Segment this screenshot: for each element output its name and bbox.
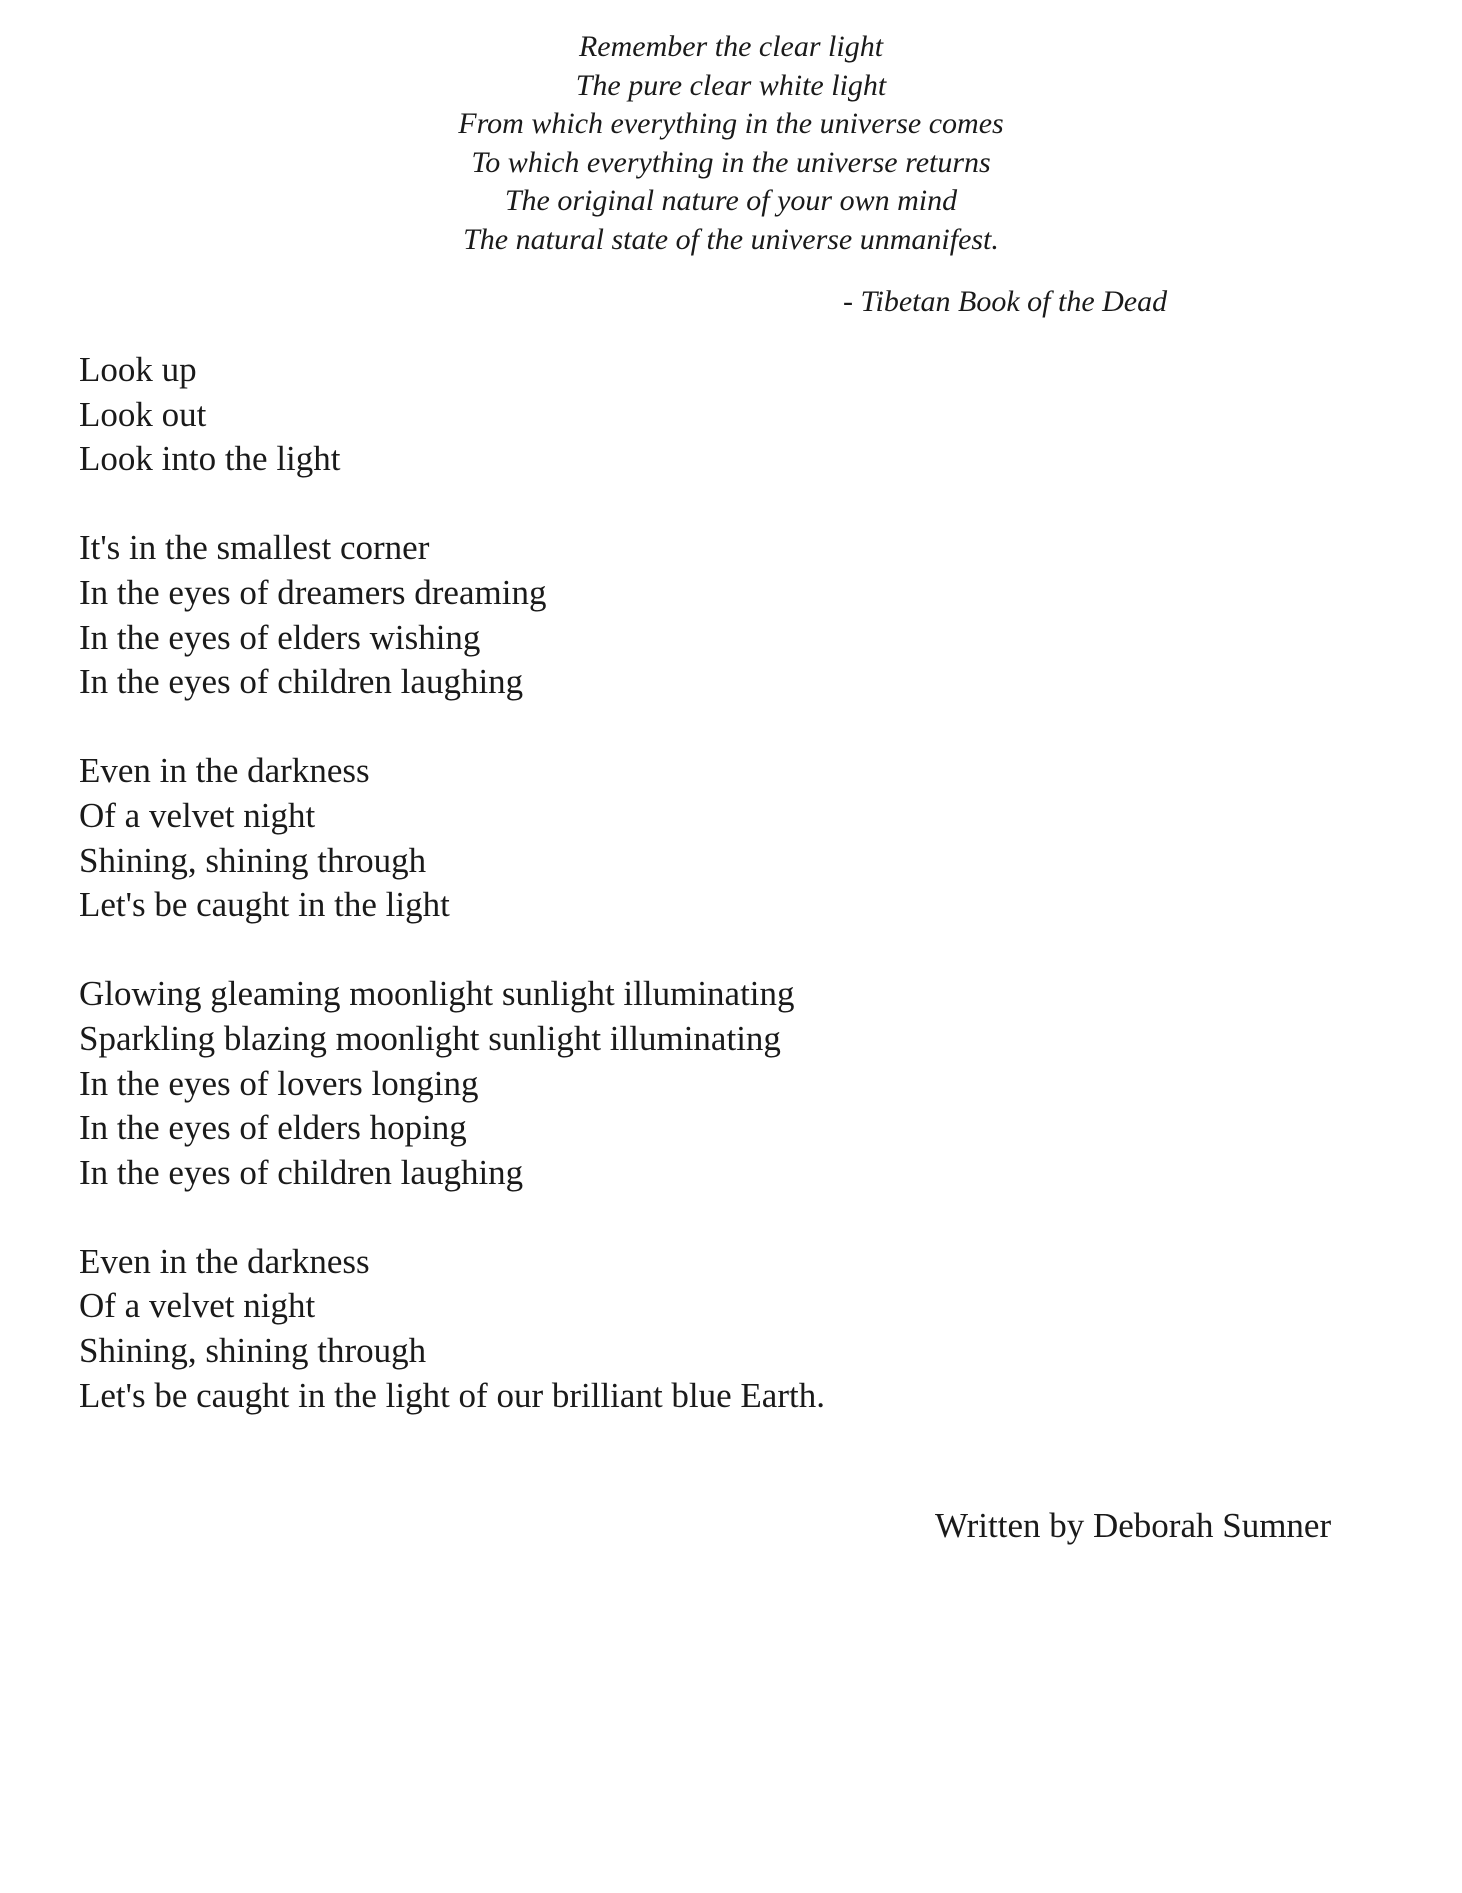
epigraph bbox=[0, 28, 1462, 259]
poem-line: Even in the darkness bbox=[79, 1241, 370, 1281]
poem-line: Glowing gleaming moonlight sunlight illuminating bbox=[79, 974, 795, 1014]
stanza bbox=[79, 526, 825, 704]
epigraph-line: To which everything in the universe returns bbox=[471, 145, 991, 179]
stanza bbox=[79, 749, 825, 927]
poem-line: Shining, shining through bbox=[79, 840, 427, 880]
poem-line: Of a velvet night bbox=[79, 795, 316, 835]
epigraph-line: The original nature of your own mind bbox=[504, 184, 958, 217]
author-credit: Written by Deborah Sumner bbox=[935, 1506, 1332, 1545]
poem-body bbox=[79, 348, 825, 1418]
stanza bbox=[79, 1240, 825, 1418]
poem-line: In the eyes of elders wishing bbox=[79, 617, 481, 657]
poem-line: In the eyes of children laughing bbox=[79, 1152, 524, 1192]
poem-line: It's in the smallest corner bbox=[79, 528, 430, 568]
poem-line: In the eyes of elders hoping bbox=[79, 1108, 467, 1148]
poem-line: In the eyes of lovers longing bbox=[79, 1063, 479, 1103]
poem-line: Let's be caught in the light bbox=[79, 885, 450, 925]
epigraph-attribution: - Tibetan Book of the Dead bbox=[843, 285, 1168, 318]
epigraph-line: From which everything in the universe comes bbox=[458, 107, 1004, 140]
poem-line: Look up bbox=[79, 350, 197, 389]
epigraph-line: The natural state of the universe unmanifest. bbox=[463, 222, 999, 256]
poem-line: Sparkling blazing moonlight sunlight illuminating bbox=[79, 1018, 781, 1058]
poem-line: In the eyes of children laughing bbox=[79, 662, 524, 702]
poem-line: Shining, shining through bbox=[79, 1331, 427, 1371]
epigraph-line: Remember the clear light bbox=[578, 30, 884, 63]
poem-line: Look out bbox=[79, 394, 207, 434]
epigraph-line: The pure clear white light bbox=[575, 68, 887, 102]
poem-line: In the eyes of dreamers dreaming bbox=[79, 572, 547, 612]
poem-line: Of a velvet night bbox=[79, 1286, 316, 1326]
poem-line: Even in the darkness bbox=[79, 751, 370, 791]
poem-line: Look into the light bbox=[79, 439, 341, 479]
stanza bbox=[79, 348, 825, 482]
poem-line: Let's be caught in the light of our brilliant blue Earth. bbox=[79, 1375, 825, 1415]
stanza bbox=[79, 972, 825, 1195]
